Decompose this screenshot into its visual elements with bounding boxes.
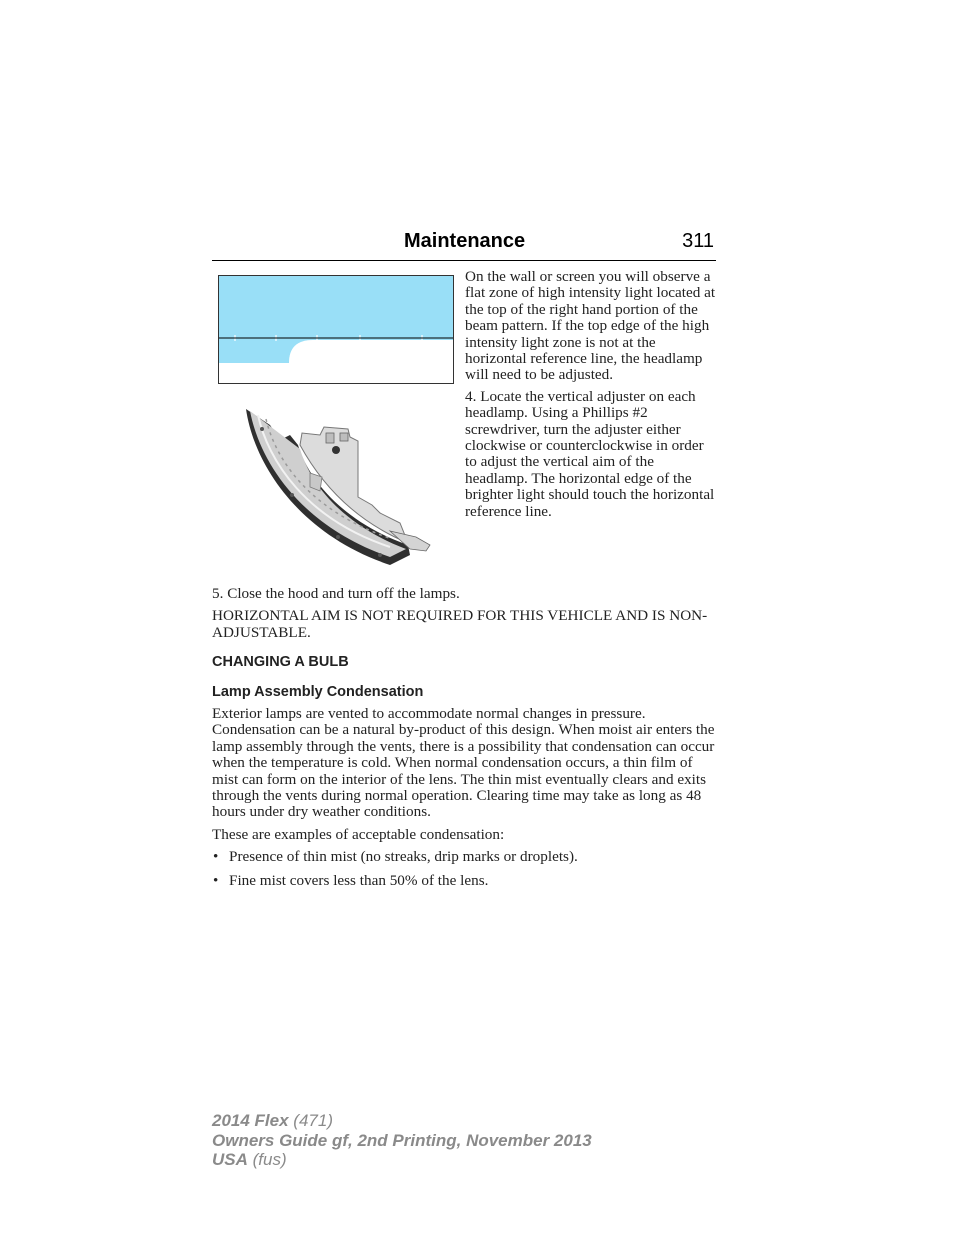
page-footer (212, 1111, 592, 1170)
beam-observation-paragraph: On the wall or screen you will observe a flat zone of high intensity light located at the top of the right hand portion of the beam pattern. If the top edge of the high intensity light zone is not at the horizontal reference line, the headlamp will need to be adjusted. (465, 268, 716, 384)
headlamp-illustration (240, 405, 440, 570)
condensation-paragraph: Exterior lamps are vented to accommodate normal changes in pressure. Condensation can be a natural by-product of this design. When moist air enters the lamp assembly through the vents, there is a possibility that condensation can occur when the temperature is cold. When normal condensation occurs, a thin film of mist can form on the interior of the lens. The thin mist eventually clears and exits through the vents during normal operation. Clearing time may take as long as 48 hours under dry weather conditions. (212, 705, 715, 821)
step-5-paragraph: 5. Close the hood and turn off the lamps. (212, 585, 460, 602)
page-header (212, 228, 716, 261)
bullet-icon: • (213, 871, 219, 889)
main-body-text (212, 586, 716, 896)
section-title: Maintenance (404, 230, 526, 252)
list-item-text: Fine mist covers less than 50% of the lens. (229, 871, 489, 889)
footer-region-code: (fus) (252, 1150, 287, 1169)
section-heading: CHANGING A BULB (212, 654, 349, 671)
beam-pattern-graphic (219, 276, 453, 383)
horizontal-aim-note: HORIZONTAL AIM IS NOT REQUIRED FOR THIS VEHICLE AND IS NON-ADJUSTABLE. (212, 607, 708, 641)
footer-region-line (212, 1150, 592, 1170)
list-item-text: Presence of thin mist (no streaks, drip marks or droplets). (229, 848, 578, 866)
footer-guide-line (212, 1131, 592, 1151)
step-4-paragraph: 4. Locate the vertical adjuster on each headlamp. Using a Phillips #2 screwdriver, turn the adjuster either clockwise or counterclockwise in order to adjust the vertical aim of the headlamp. The horizontal edge of the brighter light should touch the horizontal reference line. (465, 387, 715, 520)
subsection-heading: Lamp Assembly Condensation (212, 683, 424, 700)
right-column-text (465, 269, 717, 525)
examples-intro: These are examples of acceptable condensation: (212, 825, 505, 843)
footer-guide: Owners Guide gf, 2nd Printing, November 2013 (212, 1130, 592, 1150)
list-item (212, 873, 716, 889)
beam-pattern-figure (218, 275, 454, 384)
page-number: 311 (682, 230, 714, 252)
bullet-icon: • (213, 848, 219, 866)
footer-model-line (212, 1111, 592, 1131)
list-item (212, 849, 716, 865)
footer-model: 2014 Flex (212, 1111, 289, 1130)
headlamp-graphic (240, 405, 440, 570)
condensation-examples-list (212, 849, 716, 889)
footer-model-code: (471) (293, 1111, 333, 1130)
footer-region: USA (212, 1150, 248, 1169)
